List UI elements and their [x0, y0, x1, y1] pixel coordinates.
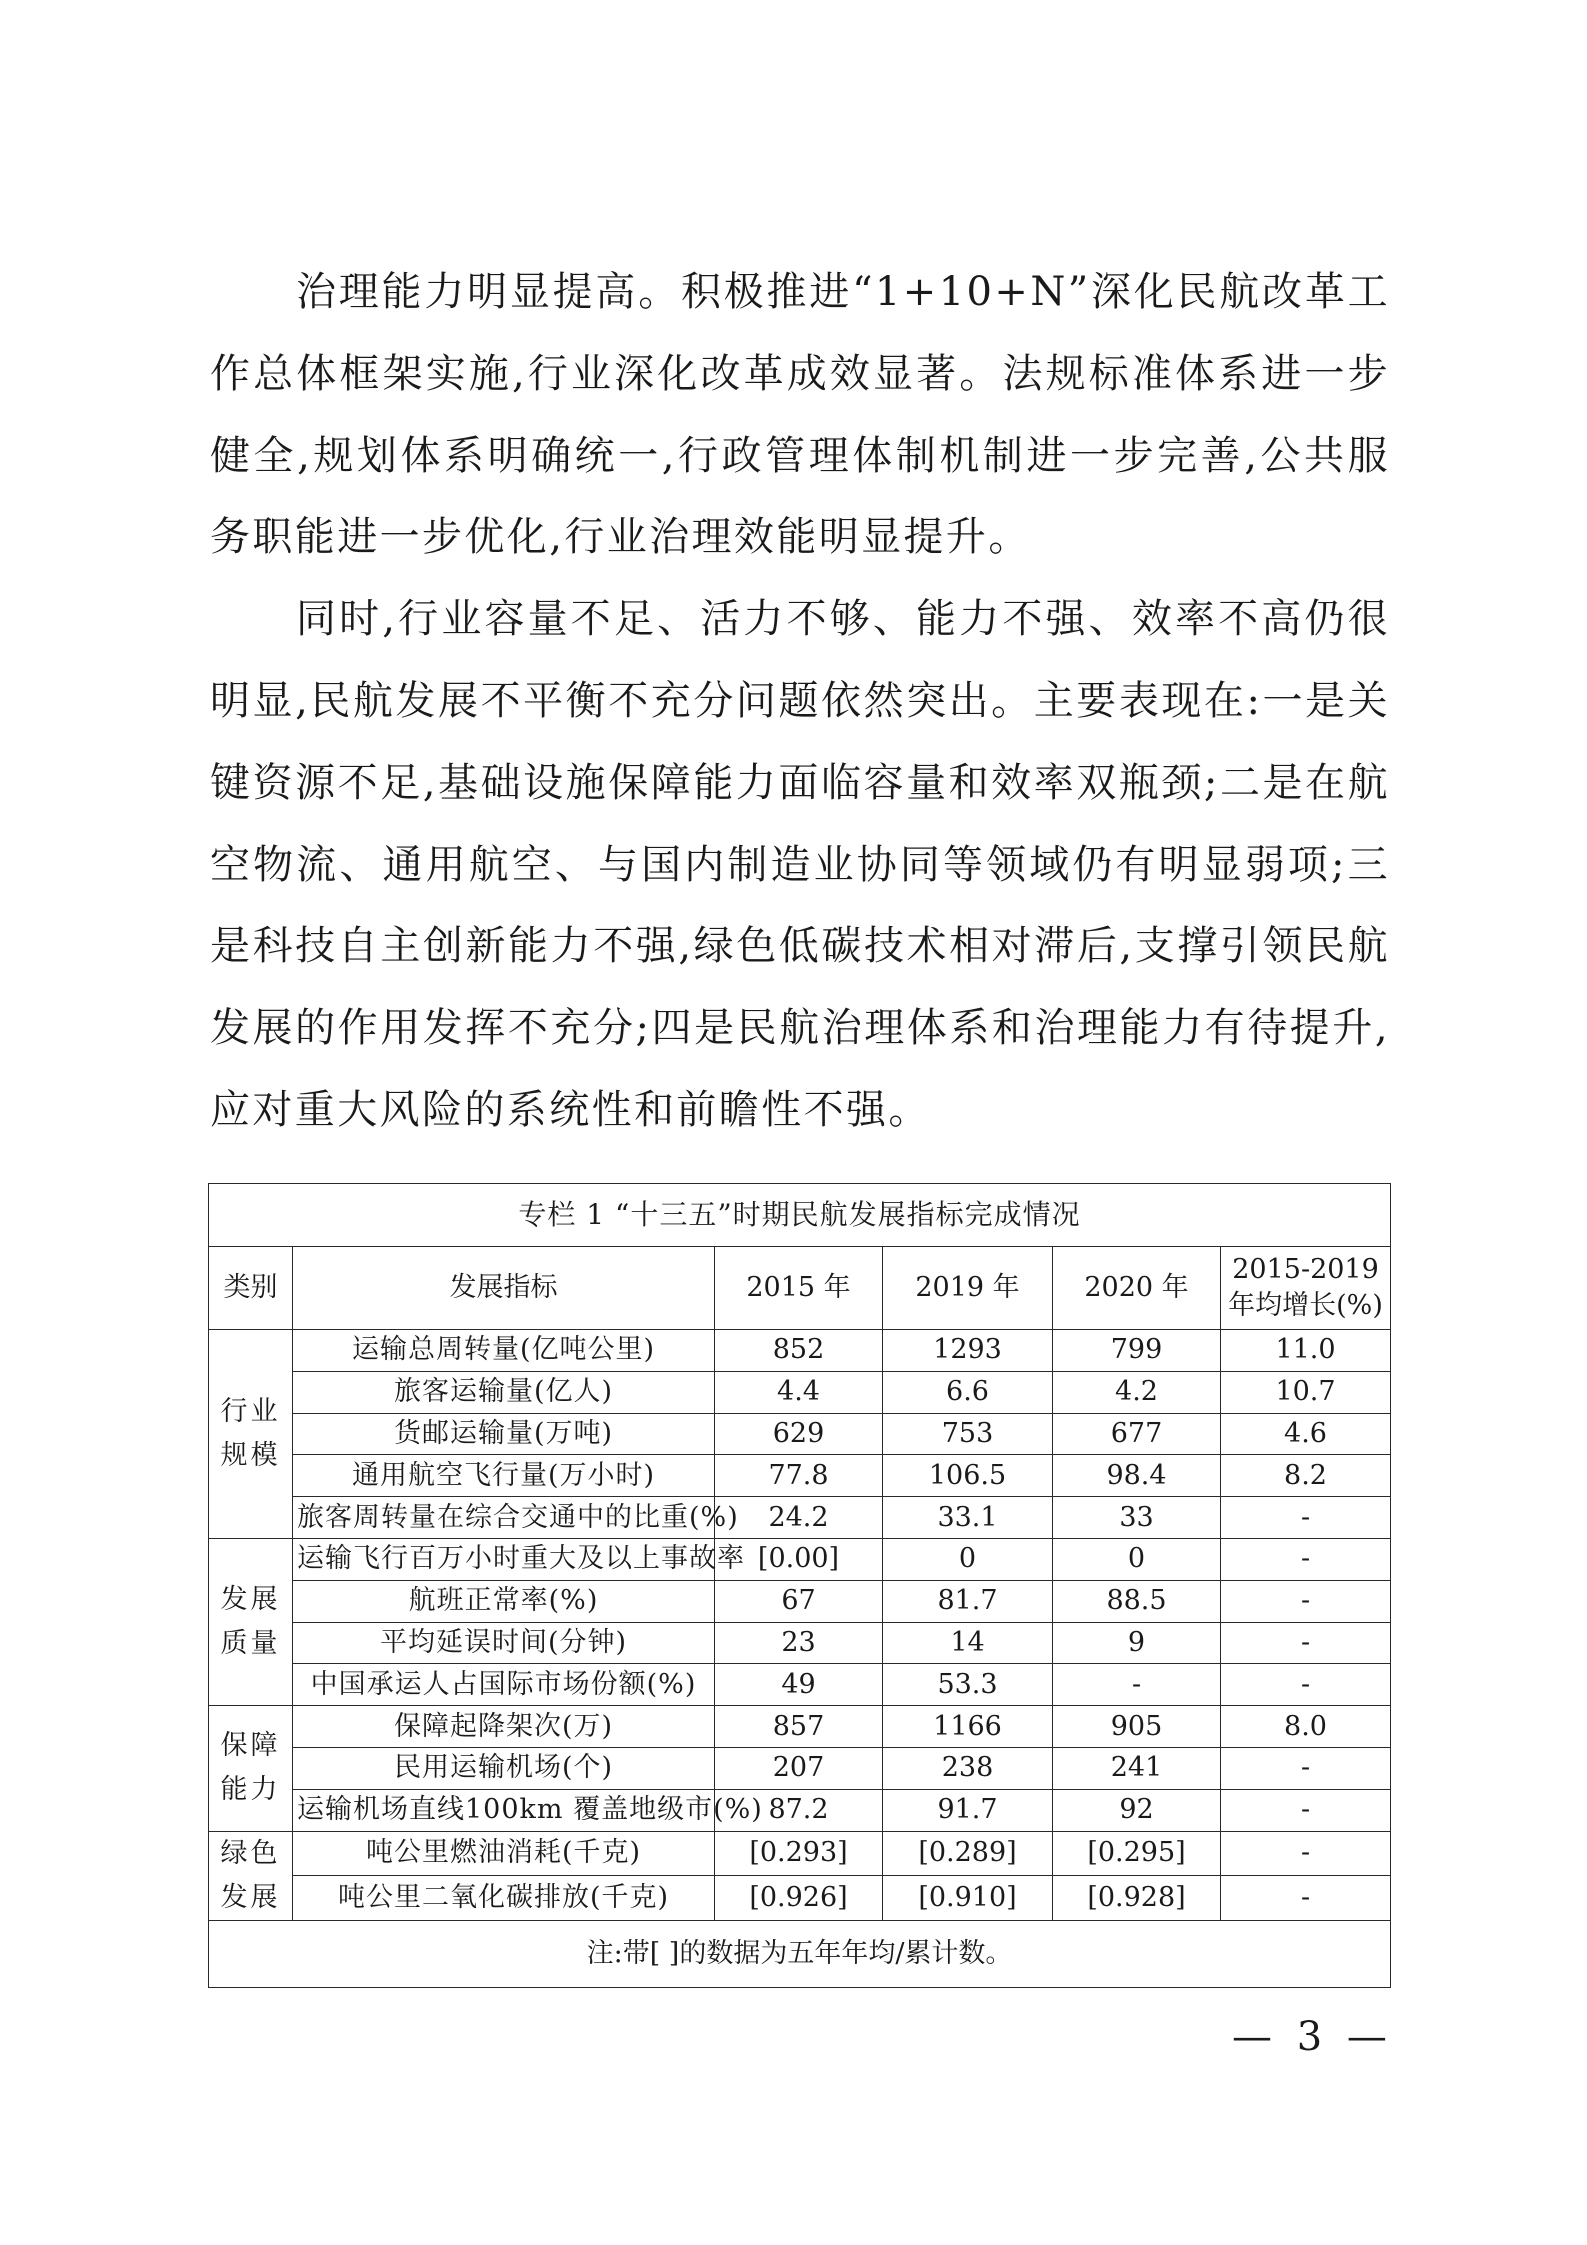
indicator-name: 吨公里二氧化碳排放(千克) — [293, 1876, 715, 1921]
value-2015: 852 — [715, 1330, 883, 1372]
indicator-name: 保障起降架次(万) — [293, 1706, 715, 1748]
value-2020: 0 — [1053, 1538, 1221, 1580]
category-cell: 绿色发展 — [209, 1831, 293, 1920]
value-2020: [0.295] — [1053, 1831, 1221, 1876]
value-2019: 753 — [883, 1413, 1053, 1455]
value-growth: - — [1221, 1497, 1391, 1539]
value-growth: - — [1221, 1876, 1391, 1921]
value-2020: [0.928] — [1053, 1876, 1221, 1921]
header-2019: 2019 年 — [883, 1247, 1053, 1330]
value-growth: 8.2 — [1221, 1455, 1391, 1497]
indicator-name: 旅客周转量在综合交通中的比重(%) — [293, 1497, 715, 1539]
value-2019: 106.5 — [883, 1455, 1053, 1497]
value-2020: - — [1053, 1664, 1221, 1706]
value-2019: 14 — [883, 1622, 1053, 1664]
paragraph: 治理能力明显提高。积极推进“1+10+N”深化民航改革工作总体框架实施,行业深化改革成效显著。法规标准体系进一步健全,规划体系明确统一,行政管理体制机制进一步完善,公共服务职能进一步优化,行业治理效能明显提升。 — [210, 269, 1390, 561]
value-growth: - — [1221, 1831, 1391, 1876]
value-2015: [0.926] — [715, 1876, 883, 1921]
table-title: 专栏 1 “十三五”时期民航发展指标完成情况 — [209, 1184, 1391, 1247]
value-2015: 77.8 — [715, 1455, 883, 1497]
value-2015: 857 — [715, 1706, 883, 1748]
value-2015: 49 — [715, 1664, 883, 1706]
value-2019: 91.7 — [883, 1789, 1053, 1831]
value-2020: 9 — [1053, 1622, 1221, 1664]
value-2015: 23 — [715, 1622, 883, 1664]
value-growth: 11.0 — [1221, 1330, 1391, 1372]
value-growth: - — [1221, 1789, 1391, 1831]
value-2019: 6.6 — [883, 1371, 1053, 1413]
value-growth: - — [1221, 1622, 1391, 1664]
body-text — [210, 252, 1390, 1152]
value-2019: 53.3 — [883, 1664, 1053, 1706]
value-2019: 1166 — [883, 1706, 1053, 1748]
header-2015: 2015 年 — [715, 1247, 883, 1330]
indicator-name: 民用运输机场(个) — [293, 1747, 715, 1789]
value-2019: 1293 — [883, 1330, 1053, 1372]
paragraph: 同时,行业容量不足、活力不够、能力不强、效率不高仍很明显,民航发展不平衡不充分问题依然突出。主要表现在:一是关键资源不足,基础设施保障能力面临容量和效率双瓶颈;二是在航空物流、通用航空、与国内制造业协同等领域仍有明显弱项;三是科技自主创新能力不强,绿色低碳技术相对滞后,支撑引领民航发展的作用发挥不充分;四是民航治理体系和治理能力有待提升,应对重大风险的系统性和前瞻性不强。 — [210, 596, 1390, 1133]
indicator-name: 运输总周转量(亿吨公里) — [293, 1330, 715, 1372]
header-indicator: 发展指标 — [293, 1247, 715, 1330]
value-2015: [0.293] — [715, 1831, 883, 1876]
value-growth: 10.7 — [1221, 1371, 1391, 1413]
indicator-name: 运输飞行百万小时重大及以上事故率 — [293, 1538, 715, 1580]
value-growth: 4.6 — [1221, 1413, 1391, 1455]
category-cell: 发展质量 — [209, 1538, 293, 1705]
indicator-name: 吨公里燃油消耗(千克) — [293, 1831, 715, 1876]
value-2020: 92 — [1053, 1789, 1221, 1831]
category-cell: 行业规模 — [209, 1330, 293, 1539]
indicator-name: 通用航空飞行量(万小时) — [293, 1455, 715, 1497]
table-note: 注:带[ ]的数据为五年年均/累计数。 — [209, 1920, 1391, 1987]
value-2020: 98.4 — [1053, 1455, 1221, 1497]
header-2020: 2020 年 — [1053, 1247, 1221, 1330]
indicator-name: 运输机场直线100km 覆盖地级市(%) — [293, 1789, 715, 1831]
value-2020: 4.2 — [1053, 1371, 1221, 1413]
value-2020: 799 — [1053, 1330, 1221, 1372]
value-2020: 241 — [1053, 1747, 1221, 1789]
value-2015: 629 — [715, 1413, 883, 1455]
value-growth: - — [1221, 1664, 1391, 1706]
value-2015: 87.2 — [715, 1789, 883, 1831]
value-2015: 67 — [715, 1580, 883, 1622]
indicator-table — [208, 1183, 1391, 1988]
header-growth — [1221, 1247, 1391, 1330]
value-2020: 905 — [1053, 1706, 1221, 1748]
header-growth-label: 年均增长(%) — [1228, 1290, 1383, 1321]
page-number: — 3 — — [1232, 2014, 1393, 2060]
value-2019: 81.7 — [883, 1580, 1053, 1622]
indicator-name: 航班正常率(%) — [293, 1580, 715, 1622]
value-2015: 4.4 — [715, 1371, 883, 1413]
value-2020: 88.5 — [1053, 1580, 1221, 1622]
header-category: 类别 — [209, 1247, 293, 1330]
value-2019: 238 — [883, 1747, 1053, 1789]
indicator-name: 货邮运输量(万吨) — [293, 1413, 715, 1455]
value-2019: 33.1 — [883, 1497, 1053, 1539]
value-2019: [0.289] — [883, 1831, 1053, 1876]
value-growth: - — [1221, 1538, 1391, 1580]
value-2015: [0.00] — [715, 1538, 883, 1580]
indicator-name: 平均延误时间(分钟) — [293, 1622, 715, 1664]
indicator-name: 中国承运人占国际市场份额(%) — [293, 1664, 715, 1706]
value-growth: 8.0 — [1221, 1706, 1391, 1748]
header-growth-years: 2015-2019 — [1232, 1254, 1379, 1285]
value-growth: - — [1221, 1580, 1391, 1622]
value-2015: 207 — [715, 1747, 883, 1789]
category-cell: 保障能力 — [209, 1706, 293, 1831]
value-2020: 33 — [1053, 1497, 1221, 1539]
value-2015: 24.2 — [715, 1497, 883, 1539]
value-2020: 677 — [1053, 1413, 1221, 1455]
value-growth: - — [1221, 1747, 1391, 1789]
value-2019: [0.910] — [883, 1876, 1053, 1921]
indicator-name: 旅客运输量(亿人) — [293, 1371, 715, 1413]
value-2019: 0 — [883, 1538, 1053, 1580]
